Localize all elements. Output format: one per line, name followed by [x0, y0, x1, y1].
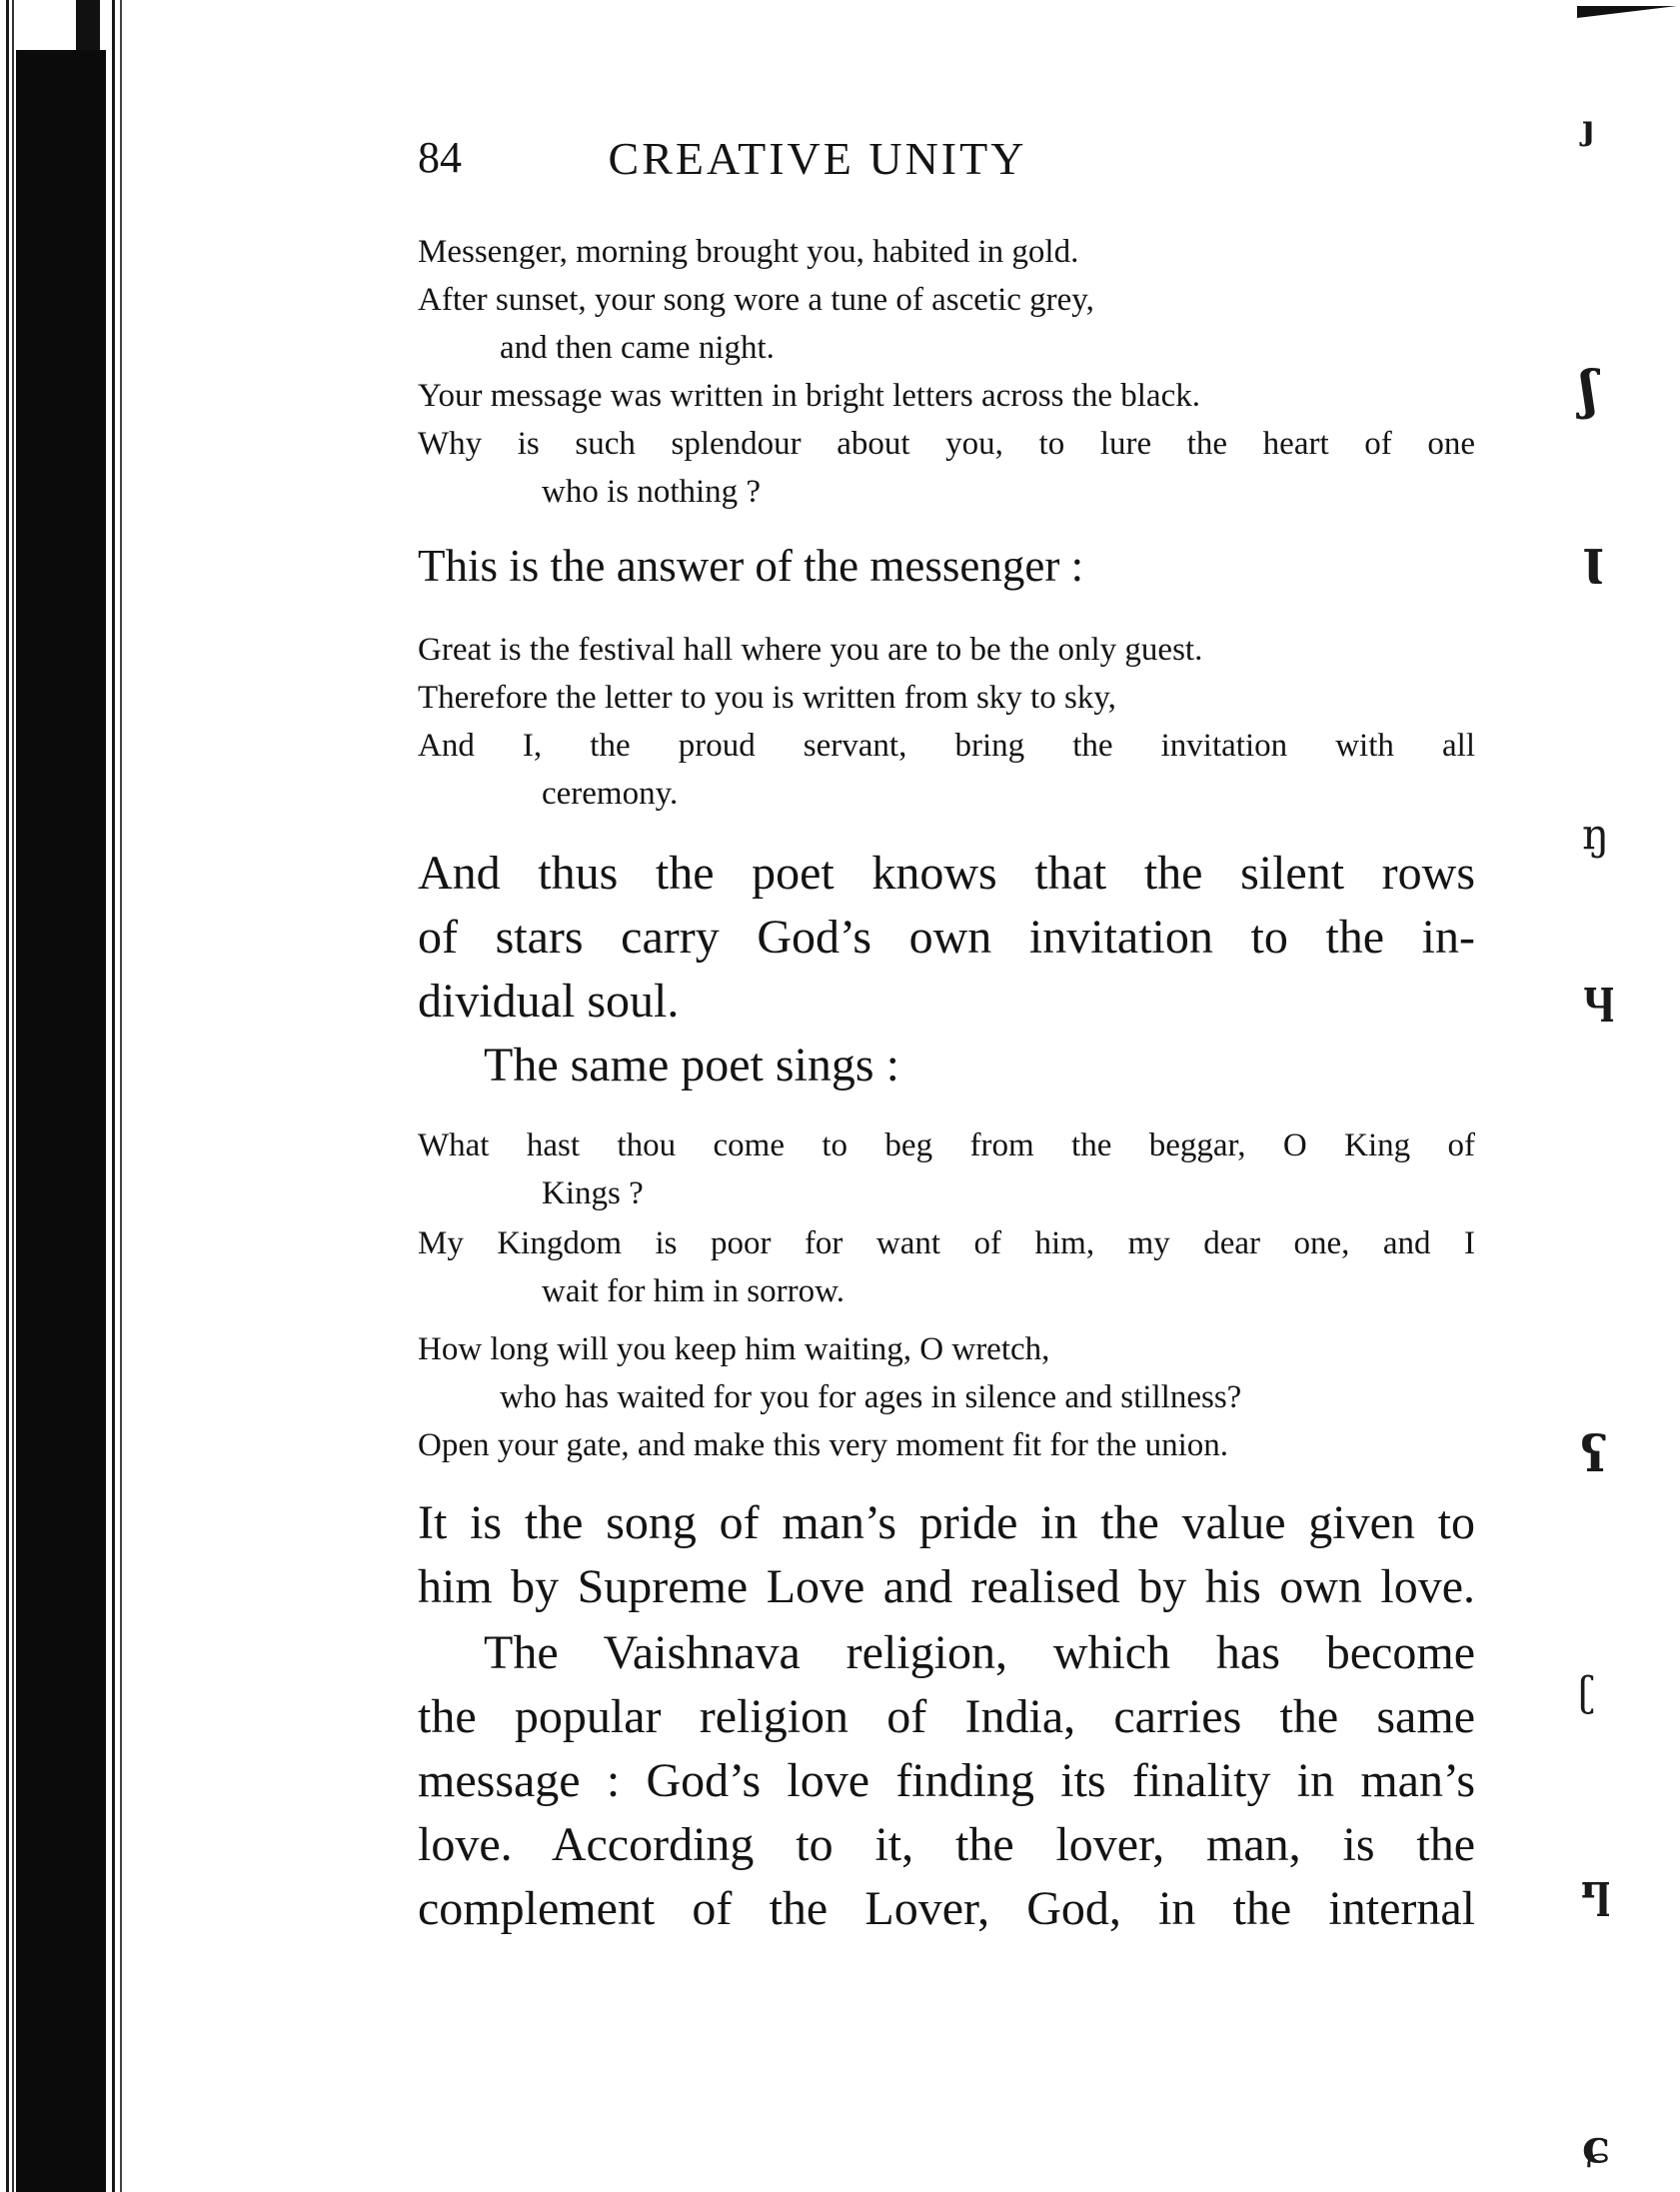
verse-line: And I, the proud servant, bring the invitation with all — [418, 728, 1475, 764]
paragraph-poet-knows — [418, 842, 1475, 1097]
verse-line: What hast thou come to beg from the beggar, O King of — [418, 1127, 1475, 1163]
poem-king-of-kings — [418, 1121, 1475, 1469]
prose-line: the popular religion of India, carries the same — [418, 1690, 1475, 1743]
verse-line: Kings ? — [542, 1175, 644, 1211]
verse-line: Messenger, morning brought you, habited in gold. — [418, 234, 1079, 270]
margin-mark: ʗ — [1578, 1669, 1595, 1715]
verse-line: After sunset, your song wore a tune of ascetic grey, — [418, 282, 1094, 318]
prose-line: It is the song of man’s pride in the value given to — [418, 1496, 1475, 1549]
verse-line: and then came night. — [500, 330, 775, 366]
prose-line: complement of the Lover, God, in the internal — [418, 1882, 1475, 1935]
right-margin-bleed-marks — [1574, 0, 1680, 2192]
verse-line: Why is such splendour about you, to lure the heart of one — [418, 426, 1475, 462]
paragraph-mans-pride — [418, 1491, 1475, 1619]
page-header — [418, 132, 1475, 192]
margin-mark: ŋ — [1582, 810, 1610, 859]
verse-line: Open your gate, and make this very moment fit for the union. — [418, 1427, 1229, 1463]
margin-mark: ʕ — [1580, 1424, 1608, 1483]
running-title: CREATIVE UNITY — [608, 133, 1027, 184]
margin-mark: Ɩ — [1582, 540, 1605, 596]
margin-mark: Ⴗ — [1582, 985, 1616, 1032]
verse-line: Therefore the letter to you is written from sky to sky, — [418, 680, 1116, 716]
verse-line: who has waited for you for ages in silence and stillness? — [500, 1379, 1242, 1415]
verse-line: ceremony. — [542, 776, 679, 812]
margin-mark: ɕ — [1582, 2119, 1611, 2173]
book-spine-shadow — [0, 0, 130, 2192]
verse-line: My Kingdom is poor for want of him, my dear one, and I — [418, 1225, 1475, 1261]
margin-mark: Ⴄ — [1580, 1879, 1612, 1926]
verse-line: who is nothing ? — [542, 474, 762, 510]
verse-line: wait for him in sorrow. — [542, 1273, 845, 1309]
prose-line: And thus the poet knows that the silent rows — [418, 847, 1475, 900]
verse-line: Great is the festival hall where you are to be the only guest. — [418, 632, 1203, 668]
margin-mark: ȷ — [1582, 108, 1595, 148]
prose-line: The Vaishnava religion, which has become — [484, 1626, 1475, 1679]
poem-answer — [418, 626, 1475, 818]
prose-line: The same poet sings : — [484, 1039, 899, 1092]
verse-line: Your message was written in bright letters across the black. — [418, 378, 1200, 414]
answer-intro: This is the answer of the messenger : — [418, 541, 1084, 591]
verse-line: How long will you keep him waiting, O wretch, — [418, 1331, 1050, 1367]
margin-mark: ʃ — [1580, 360, 1598, 421]
paragraph-vaishnava — [418, 1621, 1475, 1941]
prose-line: message : God’s love finding its finality in man’s — [418, 1754, 1475, 1807]
page-number: 84 — [418, 133, 462, 182]
prose-line: love. According to it, the lover, man, is the — [418, 1818, 1475, 1871]
poem-messenger — [418, 228, 1475, 516]
prose-line: dividual soul. — [418, 975, 680, 1028]
prose-line: of stars carry God’s own invitation to the in- — [418, 911, 1475, 964]
prose-line: him by Supreme Love and realised by his own love. — [418, 1560, 1475, 1613]
